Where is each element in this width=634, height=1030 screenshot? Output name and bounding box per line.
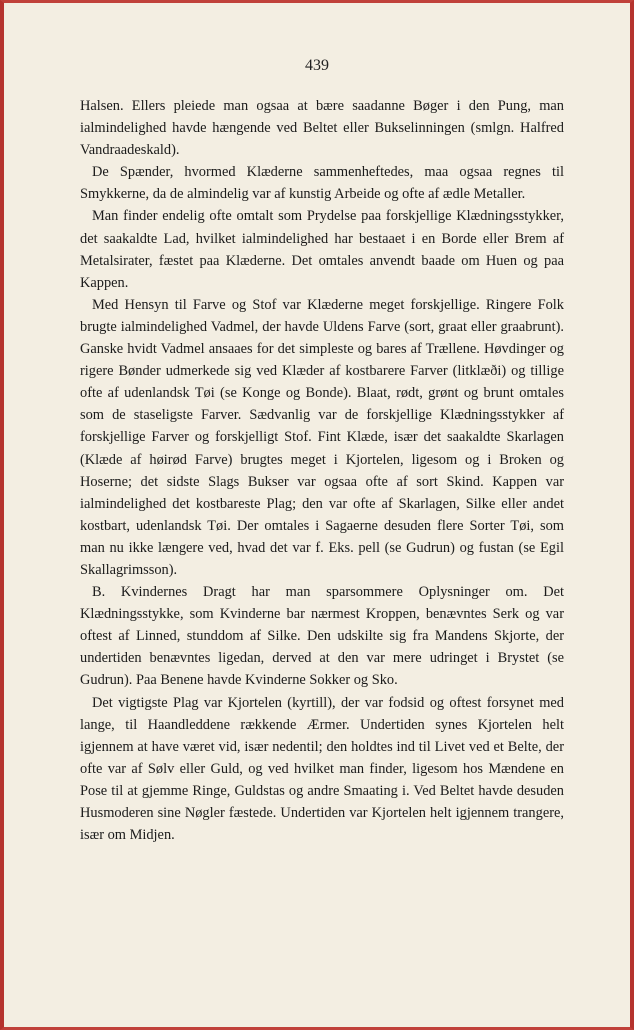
page-number: 439 xyxy=(305,57,329,74)
paragraph-spaender: De Spænder, hvormed Klæderne sammenheftedes, maa ogsaa regnes til Smykkerne, da de almindelig var af kunstig Arbeide og ofte af ædle Metaller. xyxy=(80,164,564,203)
paragraph-kvindernes-dragt: B. Kvindernes Dragt har man sparsommere Oplysninger om. Det Klædningsstykke, som Kvinderne bar nærmest Kroppen, benævntes Serk og var oftest af Linned, stunddom af Silke. Den udskilte sig fra Mandens Skjorte, der undertiden benævntes ligedan, derved at den var mere udringet i Brystet (se Gudrun). Paa Benene havde Kvinderne Sokker og Sko. xyxy=(80,584,564,689)
paragraph-lad: Man finder endelig ofte omtalt som Prydelse paa forskjellige Klædningsstykker, det saakaldte Lad, hvilket ialmindelighed har bestaaet i en Borde eller Brem af Metalsirater, fæstet paa Klæderne. Det omtales anvendt baade om Huen og paa Kappen. xyxy=(80,208,564,291)
body-text xyxy=(80,95,564,846)
paragraph-farve-og-stof: Med Hensyn til Farve og Stof var Klæderne meget forskjellige. Ringere Folk brugte ialmindelighed Vadmel, der havde Uldens Farve (sort, graat eller graabrunt). Ganske hvidt Vadmel ansaaes for det simpleste og bares af Trællene. Høvdinger og rigere Bønder udmerkede sig ved Klæder af kostbarere Farver (litklæði) og tillige ofte af udenlandsk Tøi (se Konge og Bonde). Blaat, rødt, grønt og brunt omtales som de staseligste Farver. Sædvanlig var de forskjellige Klædningsstykker af forskjellige Farver og forskjelligt Stof. Fint Klæde, især det saakaldte Skarlagen (Klæde af høirød Farve) brugtes meget i Kjortelen, ligesom og i Broken og Hoserne; det sidste Slags Bukser var ogsaa ofte af sort Skind. Kappen var ialmindelighed det kostbareste Plag; den var ofte af Skarlagen, Silke eller andet kostbart, udenlandsk Tøi. Der omtales i Sagaerne desuden flere Sorter Tøi, som man nu ikke længere ved, hvad det var f. Eks. pell (se Gudrun) og fustan (se Egil Skallagrimsson). xyxy=(80,296,564,578)
paragraph-kjortelen: Det vigtigste Plag var Kjortelen (kyrtill), der var fodsid og oftest forsynet med lange, til Haandleddene rækkende Ærmer. Undertiden synes Kjortelen helt igjennem at have været vid, især nedentil; den holdtes ind til Livet ved et Belte, der ofte var af Sølv eller Guld, og ved hvilket man finder, ligesom hos Mændene en Pose til at gjemme Ringe, Guldstas og andre Smaating i. Ved Beltet havde desuden Husmoderen sine Nøgler fæstede. Undertiden var Kjortelen helt igjennem trangere, især om Midjen. xyxy=(80,694,564,844)
paragraph-continuation: Halsen. Ellers pleiede man ogsaa at bære saadanne Bøger i den Pung, man ialmindelighed havde hængende ved Beltet eller Bukselinningen (smlgn. Halfred Vandraadeskald). xyxy=(80,98,564,159)
